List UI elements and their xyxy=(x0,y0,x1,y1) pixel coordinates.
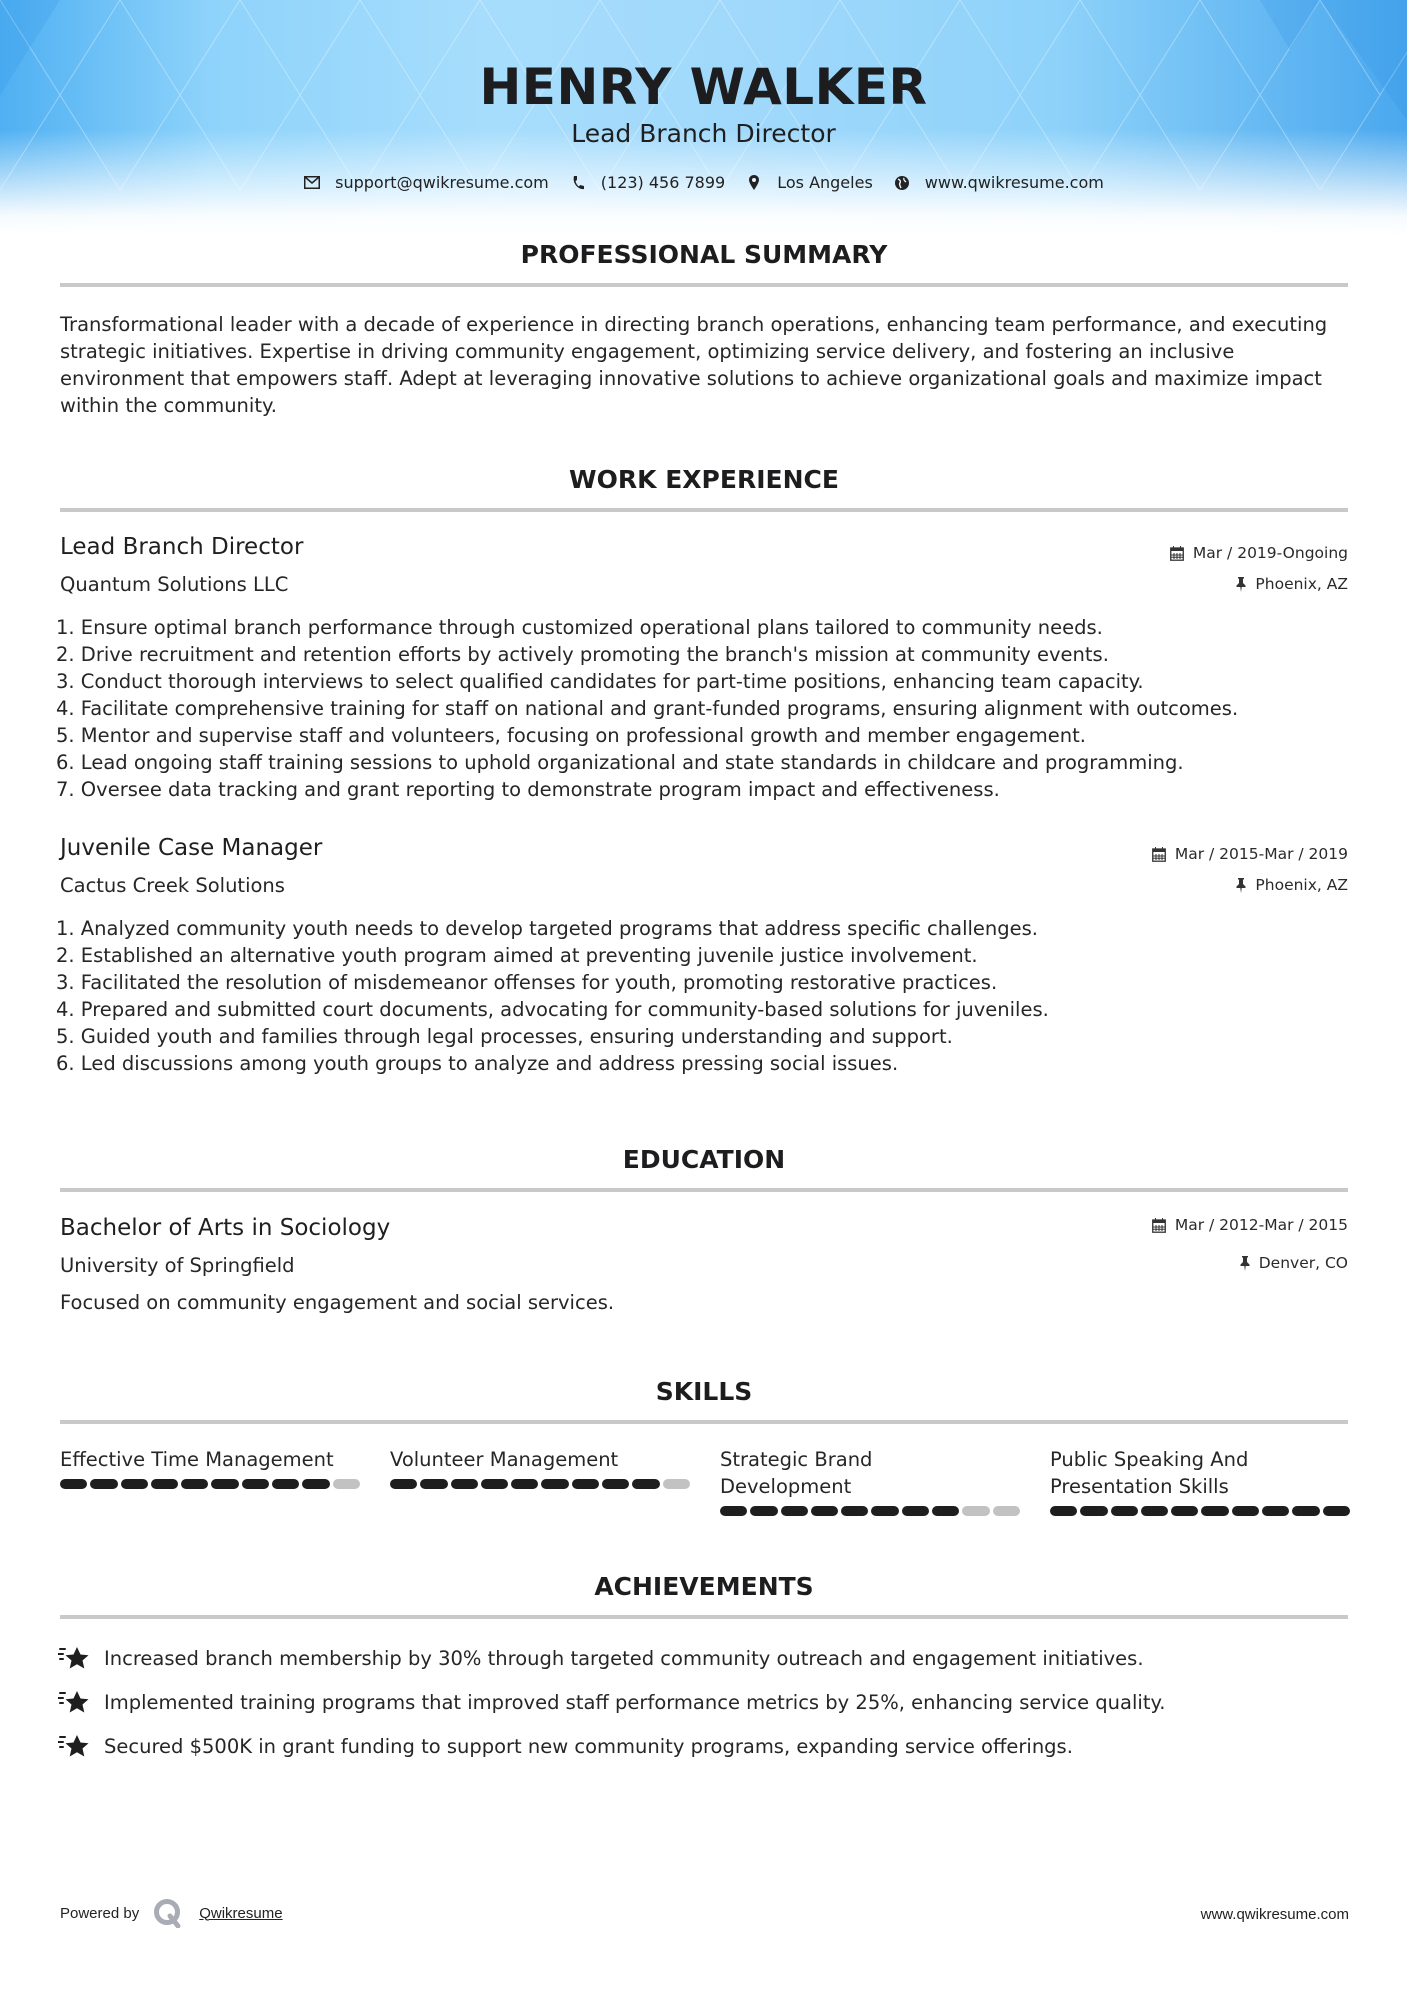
email-text: support@qwikresume.com xyxy=(335,173,549,192)
skill-segment-filled xyxy=(511,1479,538,1489)
skill-segment-filled xyxy=(632,1479,659,1489)
summary-text: Transformational leader with a decade of experience in directing branch operations, enhancing team performance, and executing strategic initiatives. Expertise in driving community engagement, optimizing service delivery, and fostering an inclusive environment that empowers staff. Adept at leveraging innovative solutions to achieve organizational goals and maximize impact within the community. xyxy=(60,313,1328,417)
job-bullet: 6. Led discussions among youth groups to analyze and address pressing social issues. xyxy=(56,1052,899,1075)
map-marker-icon xyxy=(745,174,763,192)
skill-name: Volunteer Management xyxy=(390,1448,619,1471)
footer-website[interactable]: www.qwikresume.com xyxy=(1200,1906,1349,1923)
section-divider xyxy=(60,283,1348,287)
education-dates xyxy=(1152,1216,1348,1234)
website-text: www.qwikresume.com xyxy=(924,173,1104,192)
skill-name: Public Speaking And Presentation Skills xyxy=(1050,1448,1249,1498)
skill-segment-filled xyxy=(932,1506,959,1516)
job-bullet: 1. Analyzed community youth needs to develop targeted programs that address specific challenges. xyxy=(56,917,1039,940)
skill-segment-filled xyxy=(272,1479,299,1489)
skill-segment-filled xyxy=(1262,1506,1289,1516)
skill-segment-filled xyxy=(841,1506,868,1516)
job-bullet: 3. Facilitated the resolution of misdemeanor offenses for youth, promoting restorative practices. xyxy=(56,971,998,994)
skill-level-bar xyxy=(720,1506,1020,1516)
skill-segment-filled xyxy=(451,1479,478,1489)
calendar-icon xyxy=(1152,847,1166,862)
job-bullets xyxy=(56,614,1376,803)
skill-segment-filled xyxy=(720,1506,747,1516)
achievement-item xyxy=(58,1645,1358,1671)
job-bullet: 7. Oversee data tracking and grant reporting to demonstrate program impact and effectiveness. xyxy=(56,778,1000,801)
phone-icon xyxy=(569,174,587,192)
skill-segment-filled xyxy=(242,1479,269,1489)
skill-level-bar xyxy=(1050,1506,1350,1516)
skills-grid xyxy=(60,1446,1350,1516)
calendar-icon xyxy=(1170,546,1184,561)
job-bullet: 5. Mentor and supervise staff and volunteers, focusing on professional growth and member engagement. xyxy=(56,724,1086,747)
job-location-text: Phoenix, AZ xyxy=(1255,575,1348,593)
achievement-item xyxy=(58,1689,1358,1715)
skill-segment-filled xyxy=(602,1479,629,1489)
skill-segment-filled xyxy=(1232,1506,1259,1516)
resume-header xyxy=(0,0,1407,235)
star-icon xyxy=(58,1645,90,1671)
skill-segment-filled xyxy=(902,1506,929,1516)
section-title-achievements: ACHIEVEMENTS xyxy=(594,1572,814,1601)
section-divider xyxy=(60,1615,1348,1619)
contact-phone[interactable] xyxy=(569,173,725,192)
job-company: Quantum Solutions LLC xyxy=(60,573,289,596)
qwikresume-logo-icon xyxy=(153,1898,183,1928)
job-bullet: 4. Prepared and submitted court documents, advocating for community-based solutions for juveniles. xyxy=(56,998,1049,1021)
skill-level-bar xyxy=(390,1479,690,1489)
job-title: Juvenile Case Manager xyxy=(60,835,323,861)
skill-segment-filled xyxy=(390,1479,417,1489)
job-bullet: 2. Drive recruitment and retention efforts by actively promoting the branch's mission at community events. xyxy=(56,643,1109,666)
job-bullets xyxy=(56,915,1376,1077)
globe-icon xyxy=(893,174,911,192)
section-title-education: EDUCATION xyxy=(622,1145,786,1174)
skill-segment-filled xyxy=(1050,1506,1077,1516)
skill-segment-filled xyxy=(811,1506,838,1516)
skill-segment-filled xyxy=(541,1479,568,1489)
job-location xyxy=(1236,575,1348,593)
section-title-skills: SKILLS xyxy=(655,1377,753,1406)
triangle-pattern-background xyxy=(0,0,1407,235)
skill-segment-filled xyxy=(420,1479,447,1489)
education-degree: Bachelor of Arts in Sociology xyxy=(60,1215,391,1241)
pushpin-icon xyxy=(1236,577,1246,592)
powered-by-label: Powered by xyxy=(60,1904,140,1922)
envelope-icon xyxy=(303,174,321,192)
pushpin-icon xyxy=(1236,878,1246,893)
phone-text: (123) 456 7899 xyxy=(600,173,726,192)
skill-name: Strategic Brand Development xyxy=(720,1448,873,1498)
skill-item xyxy=(60,1446,360,1516)
qwikresume-brand-link[interactable]: Qwikresume xyxy=(199,1904,283,1922)
education-dates-text: Mar / 2012-Mar / 2015 xyxy=(1174,1216,1348,1234)
skill-segment-filled xyxy=(481,1479,508,1489)
contact-location xyxy=(745,173,873,192)
achievement-item xyxy=(58,1733,1358,1759)
job-dates xyxy=(1152,845,1348,863)
section-divider xyxy=(60,1420,1348,1424)
contact-website[interactable] xyxy=(893,173,1104,192)
skill-segment-filled xyxy=(1080,1506,1107,1516)
job-bullet: 2. Established an alternative youth program aimed at preventing juvenile justice involvement. xyxy=(56,944,978,967)
calendar-icon xyxy=(1152,1218,1166,1233)
star-icon xyxy=(58,1689,90,1715)
education-note: Focused on community engagement and social services. xyxy=(60,1291,615,1314)
contact-bar xyxy=(0,173,1407,192)
skill-segment-filled xyxy=(750,1506,777,1516)
job-bullet: 4. Facilitate comprehensive training for staff on national and grant-funded programs, ensuring alignment with outcomes. xyxy=(56,697,1239,720)
skill-segment-filled xyxy=(1171,1506,1198,1516)
skill-segment-filled xyxy=(60,1479,87,1489)
achievement-text: Increased branch membership by 30% through targeted community outreach and engagement initiatives. xyxy=(104,1646,1144,1670)
section-title-experience: WORK EXPERIENCE xyxy=(569,465,839,494)
skill-segment-filled xyxy=(1141,1506,1168,1516)
education-school: University of Springfield xyxy=(60,1254,295,1277)
job-bullet: 6. Lead ongoing staff training sessions to uphold organizational and state standards in childcare and programming. xyxy=(56,751,1184,774)
skill-level-bar xyxy=(60,1479,360,1489)
pushpin-icon xyxy=(1240,1256,1250,1271)
skill-segment-filled xyxy=(181,1479,208,1489)
skill-item xyxy=(1050,1446,1350,1516)
skill-segment-filled xyxy=(302,1479,329,1489)
education-location-text: Denver, CO xyxy=(1258,1254,1348,1272)
skill-segment-empty xyxy=(993,1506,1020,1516)
section-divider xyxy=(60,508,1348,512)
section-divider xyxy=(60,1188,1348,1192)
section-title-summary: PROFESSIONAL SUMMARY xyxy=(520,240,888,269)
skill-segment-filled xyxy=(781,1506,808,1516)
skill-item xyxy=(390,1446,690,1516)
achievement-text: Implemented training programs that improved staff performance metrics by 25%, enhancing service quality. xyxy=(104,1690,1166,1714)
skill-item xyxy=(720,1446,1020,1516)
skill-segment-filled xyxy=(1201,1506,1228,1516)
job-dates xyxy=(1170,544,1348,562)
skill-segment-filled xyxy=(1111,1506,1138,1516)
achievement-text: Secured $500K in grant funding to support new community programs, expanding service offerings. xyxy=(104,1734,1073,1758)
job-location xyxy=(1236,876,1348,894)
skill-segment-filled xyxy=(90,1479,117,1489)
skill-name: Effective Time Management xyxy=(60,1448,334,1471)
location-text: Los Angeles xyxy=(777,173,873,192)
job-dates-text: Mar / 2015-Mar / 2019 xyxy=(1174,845,1348,863)
skill-segment-filled xyxy=(1323,1506,1350,1516)
star-icon xyxy=(58,1733,90,1759)
candidate-name: HENRY WALKER xyxy=(479,58,928,116)
skill-segment-filled xyxy=(121,1479,148,1489)
skill-segment-filled xyxy=(1292,1506,1319,1516)
job-location-text: Phoenix, AZ xyxy=(1255,876,1348,894)
job-company: Cactus Creek Solutions xyxy=(60,874,285,897)
contact-email[interactable] xyxy=(303,173,549,192)
job-bullet: 3. Conduct thorough interviews to select qualified candidates for part-time positions, enhancing team capacity. xyxy=(56,670,1144,693)
footer-powered-by xyxy=(60,1898,283,1928)
job-bullet: 1. Ensure optimal branch performance through customized operational plans tailored to community needs. xyxy=(56,616,1103,639)
skill-segment-filled xyxy=(211,1479,238,1489)
candidate-role: Lead Branch Director xyxy=(571,119,836,148)
skill-segment-filled xyxy=(151,1479,178,1489)
job-bullet: 5. Guided youth and families through legal processes, ensuring understanding and support. xyxy=(56,1025,953,1048)
job-dates-text: Mar / 2019-Ongoing xyxy=(1192,544,1348,562)
education-location xyxy=(1240,1254,1348,1272)
job-title: Lead Branch Director xyxy=(60,534,304,560)
skill-segment-filled xyxy=(871,1506,898,1516)
skill-segment-filled xyxy=(572,1479,599,1489)
skill-segment-empty xyxy=(962,1506,989,1516)
skill-segment-empty xyxy=(333,1479,360,1489)
skill-segment-empty xyxy=(663,1479,690,1489)
